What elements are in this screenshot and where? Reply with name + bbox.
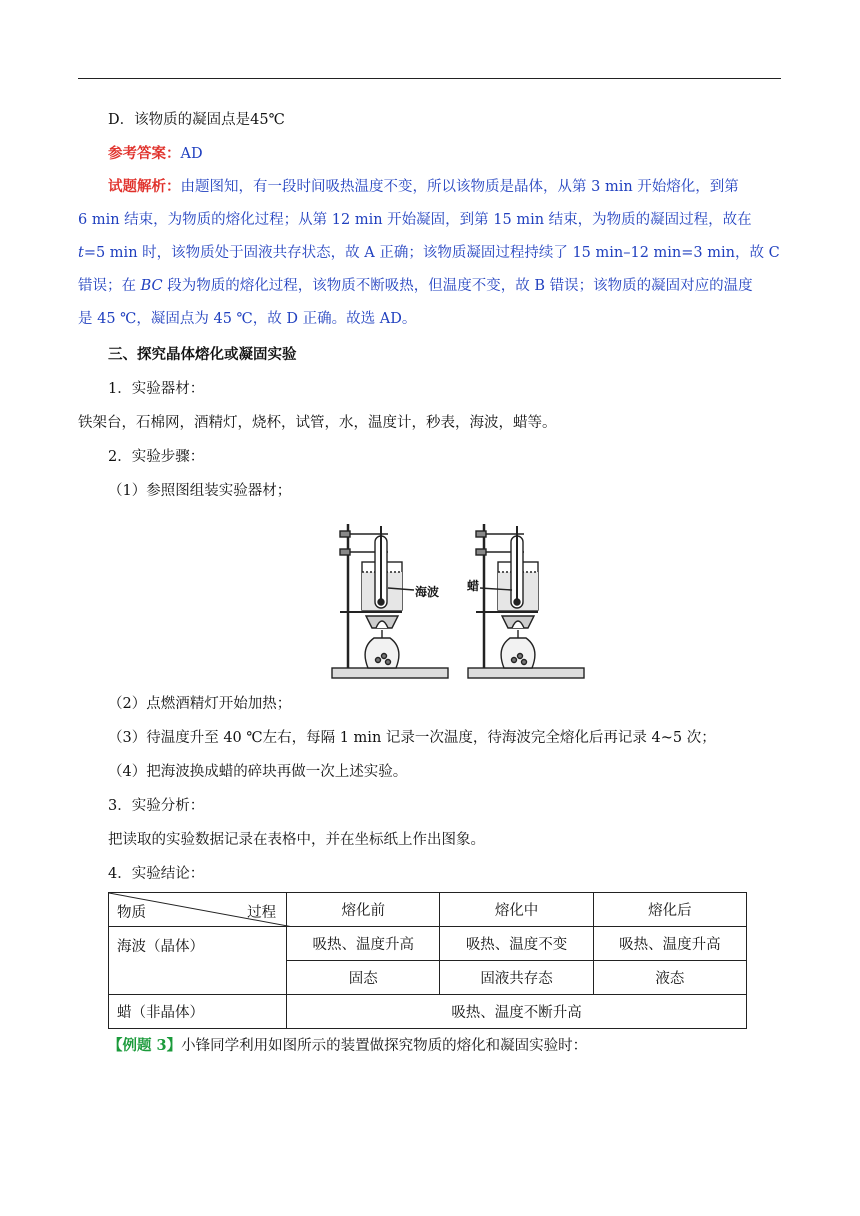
header-col-2: 熔化中 [440,893,593,927]
table-header-diagonal [109,893,287,927]
row-wax-name: 蜡（非晶体） [109,995,287,1029]
header-col-1: 熔化前 [287,893,440,927]
analysis-line-1: 试题解析：由题图知，有一段时间吸热温度不变，所以该物质是晶体，从第 3 min 开始熔化，到第 [108,178,739,195]
table-cell: 液态 [593,961,746,995]
table-row [109,995,747,1029]
header-material: 物质 [117,905,146,921]
answer-line [108,144,203,164]
option-d: D．该物质的凝固点是45℃ [108,112,285,128]
conclusion-table [108,892,747,1029]
answer-value: AD [180,146,203,162]
example-text: 小锋同学利用如图所示的装置做探究物质的熔化和凝固实验时： [181,1038,588,1054]
figure-label-left: 海波 [415,585,440,599]
row-haibo-name: 海波（晶体） [109,927,287,995]
step-1: （1）参照图组装实验器材； [108,483,292,499]
analysis-line-2: 6 min 结束，为物质的熔化过程；从第 12 min 开始凝固，到第 15 min 结束，为物质的凝固过程，故在 [78,212,752,228]
analysis-line-4: 错误；在 BC 段为物质的熔化过程，该物质不断吸热，但温度不变，故 B 错误；该物质的凝固对应的温度 [78,278,753,294]
answer-label: 参考答案： [108,145,181,162]
table-cell: 吸热、温度升高 [593,927,746,961]
header-rule [78,78,781,79]
header-process: 过程 [247,905,277,921]
item2-title: 2．实验步骤： [108,449,205,465]
header-col-3: 熔化后 [593,893,746,927]
step-3: （3）待温度升至 40 ℃左右，每隔 1 min 记录一次温度，待海波完全熔化后再记录 4~5 次； [108,730,716,746]
figure-label-right: 蜡 [467,579,480,593]
item4-title: 4．实验结论： [108,866,205,882]
table-cell: 吸热、温度不断升高 [287,995,747,1029]
example-line [108,1036,587,1056]
step-4: （4）把海波换成蜡的碎块再做一次上述实验。 [108,764,408,780]
table-cell: 吸热、温度升高 [287,927,440,961]
table-cell: 固态 [287,961,440,995]
item1-content: 铁架台，石棉网，酒精灯，烧杯，试管，水，温度计，秒表，海波，蜡等。 [78,415,557,431]
table-row [109,927,747,961]
table-row [109,893,747,927]
item3-title: 3．实验分析： [108,798,205,814]
step-2: （2）点燃酒精灯开始加热； [108,696,292,712]
example-tag: 【例题 3】 [108,1037,182,1054]
section-title: 三、探究晶体熔化或凝固实验 [108,346,297,363]
item1-title: 1．实验器材： [108,381,205,397]
analysis-line-5: 是 45 ℃，凝固点为 45 ℃，故 D 正确。故选 AD。 [78,311,417,327]
apparatus-figure [330,518,588,682]
item3-content: 把读取的实验数据记录在表格中，并在坐标纸上作出图象。 [108,832,485,848]
analysis-label: 试题解析： [108,178,181,195]
table-cell: 固液共存态 [440,961,593,995]
analysis-line-3: t=5 min 时，该物质处于固液共存状态，故 A 正确；该物质凝固过程持续了 15 min–12 min=3 min，故 C [78,245,780,261]
table-cell: 吸热、温度不变 [440,927,593,961]
